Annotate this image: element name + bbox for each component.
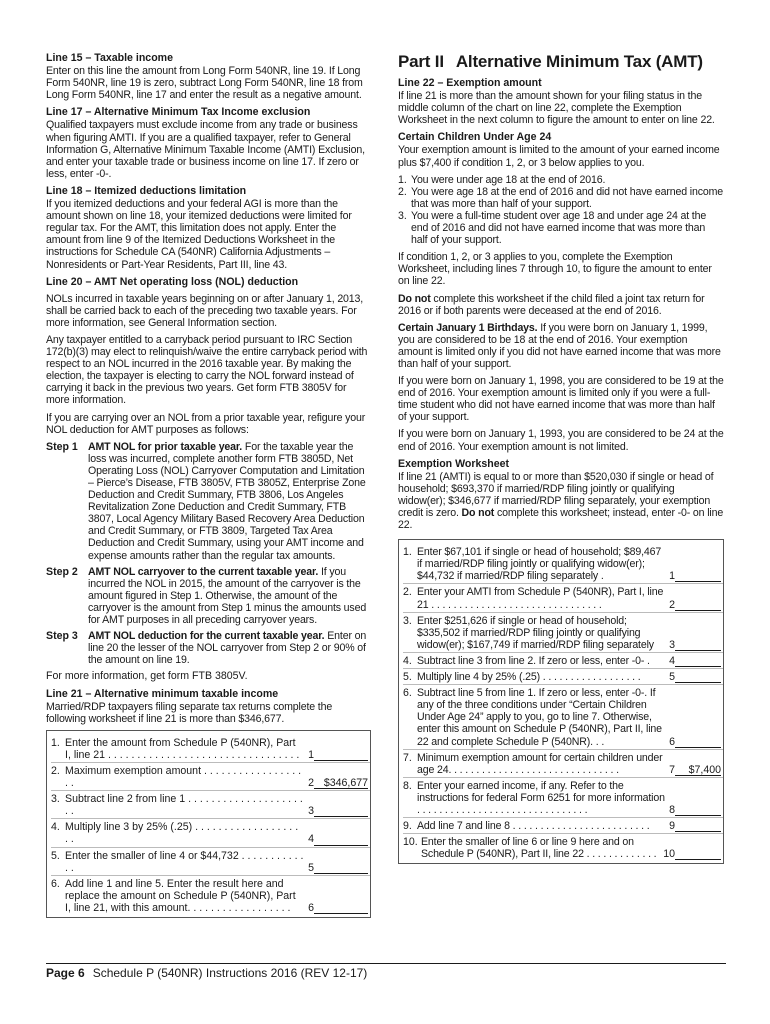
- worksheet-row: 6. Add line 1 and line 5. Enter the result here and replace the amount on Schedule P (540NR), Part I, line 21, with this amount. . . . . . . . . . . . . . . . . . 6: [51, 876, 370, 915]
- part-title-text: Alternative Minimum Tax (AMT): [455, 52, 703, 71]
- line22-heading: Line 22 – Exemption amount: [398, 77, 542, 89]
- worksheet-answer-field[interactable]: $346,677: [314, 777, 368, 789]
- worksheet-row: 3. Enter $251,626 if single or head of household; $335,502 if married/RDP filing jointly or qualifying widow(er); $167,749 if married/RDP filing separately 3: [403, 613, 723, 653]
- worksheet-answer-field[interactable]: [675, 848, 721, 860]
- step-body: AMT NOL for prior taxable year. For the taxable year the loss was incurred, complete another form FTB 3805D, Net Operating Loss (NOL) Carryover Computation and Limitation – Pierce’s Disease, FTB 3805V, FTB 3805Z, Enterprise Zone Deduction and Credit Summary, FTB 3806, Los Angeles Revitalization Zone Deduction and Credit Summary, FTB 3807, Local Agency Military Based Recovery Area Deduction and Credit Summary, or FTB 3809, Targeted Tax Area Deduction and Credit Summary, using your AMT income and expense amounts rather than the regular tax amounts.: [88, 440, 366, 562]
- do-not-text: Do not complete this worksheet if the child filed a joint tax return for 2016 or if both parents were deceased at the end of 2016.: [398, 292, 705, 317]
- right-column: [398, 52, 724, 864]
- worksheet-row: 4. Multiply line 3 by 25% (.25) . . . . . . . . . . . . . . . . . . . . 4: [51, 819, 370, 847]
- worksheet-answer-field[interactable]: $7,400: [675, 764, 721, 776]
- part-ii-title: [398, 52, 724, 72]
- worksheet-answer-field[interactable]: [675, 736, 721, 748]
- worksheet-answer-field[interactable]: [314, 834, 368, 846]
- list-item: 3. You were a full-time student over age 18 and under age 24 at the end of 2016 and did not have earned income that was more than half of your support.: [398, 209, 707, 247]
- more-info-text: For more information, get form FTB 3805V.: [46, 670, 248, 683]
- children-text: Your exemption amount is limited to the amount of your earned income plus $7,400 if condition 1, 2, or 3 below applies to you.: [398, 144, 720, 169]
- exemption-worksheet: [398, 539, 724, 864]
- line17-heading: Line 17 – Alternative Minimum Tax Income exclusion: [46, 106, 311, 119]
- worksheet-answer-field[interactable]: [675, 655, 721, 667]
- part-number: Part II: [398, 52, 444, 71]
- worksheet-answer-field[interactable]: [675, 804, 721, 816]
- line15-text: Enter on this line the amount from Long Form 540NR, line 19. If Long Form 540NR, line 19 is zero, subtract Long Form 540NR, line 18 from Long Form 540NR, line 17 and enter the result as a negative amount.: [46, 65, 363, 102]
- jan1-birthdays-text: Certain January 1 Birthdays. If you were born on January 1, 1999, you are considered to be 18 at the end of 2016. Your exemption amount is limited only if you did not have earned income that was more than half of your support.: [398, 321, 721, 370]
- worksheet-row: 5. Multiply line 4 by 25% (.25) . . . . . . . . . . . . . . . . . . 5: [403, 669, 723, 685]
- worksheet-answer-field[interactable]: [675, 820, 721, 832]
- list-item: 2. You were age 18 at the end of 2016 and did not have earned income that was more than half of your support.: [398, 185, 724, 210]
- worksheet-answer-field[interactable]: [675, 570, 721, 582]
- worksheet-row: 4. Subtract line 3 from line 2. If zero or less, enter -0- . 4: [403, 653, 723, 669]
- nol-step: [46, 441, 371, 562]
- worksheet-answer-field[interactable]: [314, 862, 368, 874]
- worksheet-row: 6. Subtract line 5 from line 1. If zero or less, enter -0-. If any of the three conditions under “Certain Children Under Age 24” apply to you, go to line 7. Otherwise, enter this amount on Schedule P (540NR), Part II, line 22 and complete Schedule P (540NR). . . 6: [403, 685, 723, 749]
- worksheet-row: 1. Enter $67,101 if single or head of household; $89,467 if married/RDP filing jointly or qualifying widow(er); $44,732 if married/RDP filing separately . 1: [403, 544, 723, 584]
- worksheet-row: 2. Enter your AMTI from Schedule P (540NR), Part I, line 21 . . . . . . . . . . . . . . . . . . . . . . . . . . . . . . . 2: [403, 584, 723, 612]
- line20-text-2: Any taxpayer entitled to a carryback period pursuant to IRC Section 172(b)(3) may elect to relinquish/waive the entire carryback period with respect to an NOL incurred in the 2016 taxable year. By making the election, the taxpayer is electing to carry the NOL forward instead of carrying it back in the previous two years. Get form FTB 3805V for more information.: [46, 333, 368, 407]
- line17-text: Qualified taxpayers must exclude income from any trade or business when figuring AMTI. If you are a qualified taxpayer, refer to General Information G, Alternative Minimum Taxable Income (AMTI) Exclusion, and enter your taxable trade or business income on line 17. If zero or less, enter -0-.: [46, 119, 365, 180]
- worksheet-row: 5. Enter the smaller of line 4 or $44,732 . . . . . . . . . . . . . 5: [51, 848, 370, 876]
- list-item: 1. You were under age 18 at the end of 2016.: [398, 173, 606, 186]
- worksheet-answer-field[interactable]: [675, 671, 721, 683]
- exemption-worksheet-heading: Exemption Worksheet: [398, 457, 510, 470]
- nol-step: [46, 630, 371, 666]
- step-body: AMT NOL carryover to the current taxable year. If you incurred the NOL in 2015, the amount of the carryover is the amount figured in Step 1. Otherwise, the amount of the carryover is the amount from Step 1 minus the amounts used for AMT purposes in all preceding carryover years.: [88, 565, 367, 627]
- worksheet-answer-field[interactable]: [314, 749, 368, 761]
- line22-text: If line 21 is more than the amount shown for your filing status in the middle column of the chart on line 22, complete the Exemption Worksheet in the next column to figure the amount to enter on line 22.: [398, 90, 715, 127]
- worksheet-row: 3. Subtract line 2 from line 1 . . . . . . . . . . . . . . . . . . . . . . 3: [51, 791, 370, 819]
- conditions-list: [398, 174, 724, 247]
- born-1998-text: If you were born on January 1, 1998, you are considered to be 19 at the end of 2016. Your exemption amount is limited only if you were a full-time student who did not have earned income that was more than half of your support.: [398, 375, 724, 424]
- line18-text: If you itemized deductions and your federal AGI is more than the amount shown on line 18, your itemized deductions were limited for regular tax. For the AMT, this limitation does not apply. Enter the amount from line 9 of the Itemized Deductions Worksheet in the instructions for Schedule CA (540NR) California Adjustments – Nonresidents or Part-Year Residents, Part III, line 43.: [46, 198, 352, 271]
- amti-worksheet: [46, 730, 371, 918]
- worksheet-row: 9. Add line 7 and line 8 . . . . . . . . . . . . . . . . . . . . . . . . . 9: [403, 818, 723, 834]
- worksheet-answer-field[interactable]: [314, 805, 368, 817]
- line21-heading: Line 21 – Alternative minimum taxable income: [46, 687, 279, 700]
- left-column: [46, 52, 371, 918]
- page-number: Page 6: [46, 966, 85, 980]
- line20-heading: Line 20 – AMT Net operating loss (NOL) deduction: [46, 275, 299, 288]
- born-1993-text: If you were born on January 1, 1993, you are considered to be 24 at the end of 2016. Your exemption amount is not limited.: [398, 428, 724, 453]
- worksheet-row: 1. Enter the amount from Schedule P (540NR), Part I, line 21 . . . . . . . . . . . . . . . . . . . . . . . . . . . . . . . . . 1: [51, 735, 370, 763]
- line15-heading: Line 15 – Taxable income: [46, 52, 173, 64]
- nol-step: [46, 566, 371, 626]
- conditions-apply-text: If condition 1, 2, or 3 applies to you, complete the Exemption Worksheet, including lines 7 through 10, to figure the amount to enter on line 22.: [398, 251, 712, 288]
- exemption-worksheet-intro: If line 21 (AMTI) is equal to or more than $520,030 if single or head of household; $693,370 if married/RDP filing jointly or qualifying widow(er); $346,677 if married/RDP filing separately, your exemption credit is zero. Do not complete this worksheet; instead, enter -0- on line 22.: [398, 470, 724, 532]
- step-label: Step 1: [46, 440, 78, 453]
- step-body: AMT NOL deduction for the current taxable year. Enter on line 20 the lesser of the NOL carryover from Step 2 or 90% of the amount on line 19.: [88, 630, 367, 667]
- children-heading: Certain Children Under Age 24: [398, 131, 552, 144]
- page-footer: [46, 963, 726, 979]
- worksheet-row: 8. Enter your earned income, if any. Refer to the instructions for federal Form 6251 for more information . . . . . . . . . . . . . . . . . . . . . . . . . . . . . . . 8: [403, 778, 723, 818]
- footer-title: Schedule P (540NR) Instructions 2016 (REV 12-17): [92, 966, 368, 980]
- worksheet-answer-field[interactable]: [675, 639, 721, 651]
- line18-heading: Line 18 – Itemized deductions limitation: [46, 184, 247, 197]
- step-label: Step 3: [46, 630, 78, 643]
- worksheet-row: 10. Enter the smaller of line 6 or line 9 here and on Schedule P (540NR), Part II, line 22 . . . . . . . . . . . . . 10: [403, 834, 723, 861]
- worksheet-row: 2. Maximum exemption amount . . . . . . . . . . . . . . . . . . . 2 $346,677: [51, 764, 368, 790]
- line20-text-3: If you are carrying over an NOL from a prior taxable year, refigure your NOL deduction for AMT purposes as follows:: [46, 411, 366, 436]
- line21-text: Married/RDP taxpayers filing separate tax returns complete the following worksheet if line 21 is more than $346,677.: [46, 700, 333, 725]
- nol-steps: [46, 441, 371, 667]
- line20-text-1: NOLs incurred in taxable years beginning on or after January 1, 2013, shall be carried back to each of the preceding two taxable years. For more information, see General Information section.: [46, 292, 364, 329]
- worksheet-row: 7. Minimum exemption amount for certain children under age 24. . . . . . . . . . . . . . . . . . . . . . . . . . . . . . . 7 $7,400: [403, 751, 721, 776]
- worksheet-answer-field[interactable]: [314, 902, 368, 914]
- step-label: Step 2: [46, 565, 78, 578]
- worksheet-answer-field[interactable]: [675, 599, 721, 611]
